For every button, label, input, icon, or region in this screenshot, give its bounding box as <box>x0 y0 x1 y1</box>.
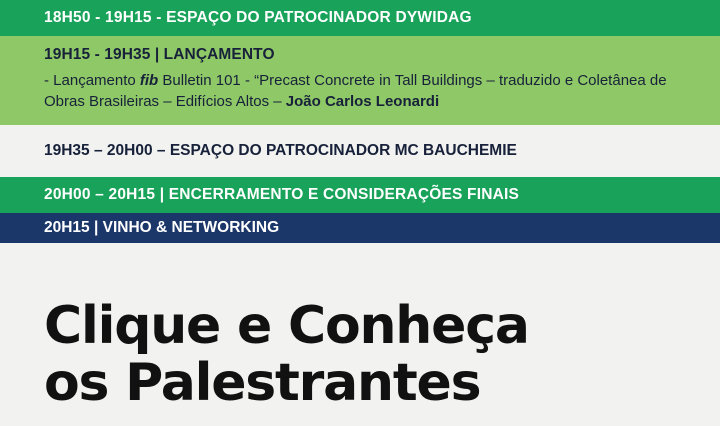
launch-text-prefix: - Lançamento <box>44 72 140 89</box>
schedule-row-label: 19H35 – 20H00 – ESPAÇO DO PATROCINADOR MC BAUCHEMIE <box>44 141 517 159</box>
schedule-row-sponsor-mc-bauchemie <box>0 125 720 177</box>
schedule-row-sponsor-dywidag <box>0 0 720 36</box>
launch-title: 19H15 - 19H35 | LANÇAMENTO <box>44 46 275 63</box>
schedule-row-label: 18H50 - 19H15 - ESPAÇO DO PATROCINADOR DYWIDAG <box>44 9 472 26</box>
schedule-row-label: 20H15 | VINHO & NETWORKING <box>44 218 280 236</box>
schedule-row-launch <box>0 36 720 125</box>
launch-text-italic: fib <box>139 72 159 89</box>
schedule-row-closing <box>0 177 720 213</box>
hero-line-2: os Palestrantes <box>44 353 481 414</box>
hero-line-1: Clique e Conheça <box>44 296 529 356</box>
schedule-row-label: 20H00 – 20H15 | ENCERRAMENTO E CONSIDERAÇÕES FINAIS <box>44 185 520 203</box>
call-to-action-heading[interactable] <box>44 296 684 414</box>
launch-description <box>44 70 684 113</box>
schedule-row-networking <box>0 213 720 243</box>
launch-speaker-name: João Carlos Leonardi <box>285 93 440 111</box>
launch-text-middle: Bulletin 101 - “Precast Concrete in Tall Buildings – traduzido e Coletânea de Obras Brasileiras – Edifícios Altos – <box>44 72 667 111</box>
